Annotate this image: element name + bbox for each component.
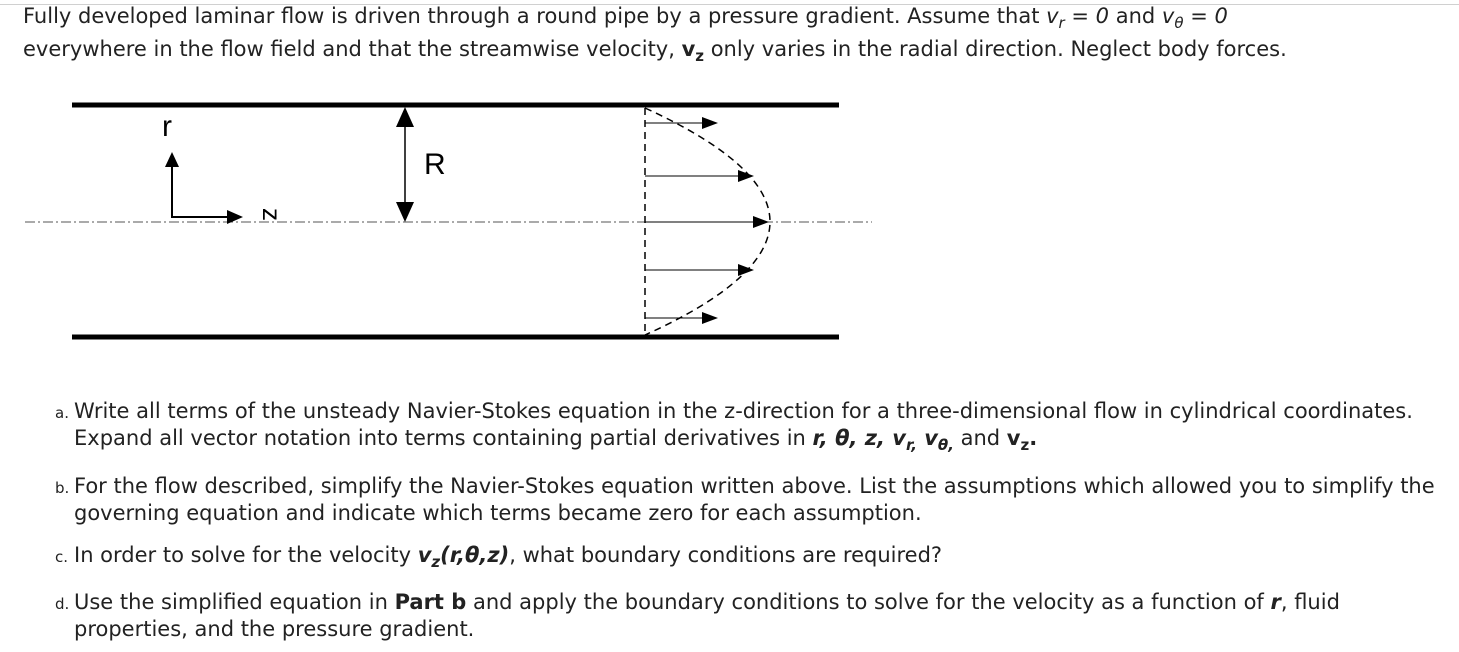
vtheta-symbol: $v_\theta$: [1161, 4, 1184, 32]
r-axis-label: r: [162, 110, 172, 143]
velocity-arrowhead: [753, 216, 769, 228]
velocity-arrowhead: [702, 117, 718, 129]
radius-arrowhead-bottom: [396, 202, 414, 222]
and-text: and: [1109, 4, 1162, 28]
velocity-arrowhead: [738, 264, 754, 276]
vz-function: $v_z(r,\theta,z)$: [417, 543, 510, 571]
question-text: Use the simplified equation in: [74, 590, 395, 614]
radius-label: R: [424, 148, 446, 181]
vtheta-zero: = 0: [1183, 4, 1228, 28]
question-text: In order to solve for the velocity: [74, 543, 418, 567]
r-axis-arrowhead: [165, 152, 179, 167]
variable-list: r, θ, z, v: [812, 426, 906, 450]
vr-zero: = 0: [1064, 4, 1110, 28]
question-list: [55, 398, 1450, 643]
part-b-reference: Part b: [394, 590, 467, 614]
z-axis-arrowhead: [227, 210, 243, 224]
problem-statement: [23, 0, 1443, 66]
intro-line2-suffix: only varies in the radial direction. Neglect body forces.: [704, 37, 1287, 61]
velocity-arrowhead: [702, 312, 718, 324]
vr-symbol: $v_r$: [1046, 4, 1065, 32]
r-variable: r: [1270, 590, 1281, 614]
question-marker: c.: [55, 548, 69, 566]
velocity-arrowhead: [738, 170, 754, 182]
intro-line2-text: everywhere in the flow field and that the streamwise velocity,: [23, 37, 682, 61]
vz-symbol: $v_z$.: [1006, 426, 1038, 454]
question-d: d. Use the simplified equation in Part b and apply the boundary conditions to solve for the velocity as a function of r, fluid properties, and the pressure gradient.: [55, 590, 1340, 641]
question-marker: b.: [55, 479, 70, 497]
question-text: Write all terms of the unsteady Navier-Stokes equation in the z-direction for a three-dimensional flow in cylindrical coordinates. Expand all vector notation into terms containing partial derivatives in: [74, 399, 1413, 450]
question-marker: d.: [55, 595, 70, 613]
question-marker: a.: [55, 404, 69, 422]
intro-line1-text: Fully developed laminar flow is driven through a round pipe by a pressure gradient. Assume that: [23, 4, 1047, 28]
question-text: For the flow described, simplify the Navier-Stokes equation written above. List the assumptions which allowed you to simplify the governing equation and indicate which terms became zero for each assumption.: [74, 474, 1435, 525]
question-c: c. In order to solve for the velocity $v_z(r,\theta,z)$, what boundary conditions are required?: [55, 543, 943, 571]
question-b: [55, 473, 1450, 527]
vz-symbol: $v_z$: [681, 37, 705, 65]
pipe-flow-diagram: [0, 90, 900, 360]
question-a: a. Write all terms of the unsteady Navier-Stokes equation in the z-direction for a three-dimensional flow in cylindrical coordinates. Expand all vector notation into terms containing partial derivatives in r, θ, z, $v_{r,}$ $v_{\theta,}$ and $v_z$.: [55, 399, 1413, 454]
z-axis-label: z: [257, 208, 287, 221]
radius-arrowhead-top: [396, 107, 414, 127]
